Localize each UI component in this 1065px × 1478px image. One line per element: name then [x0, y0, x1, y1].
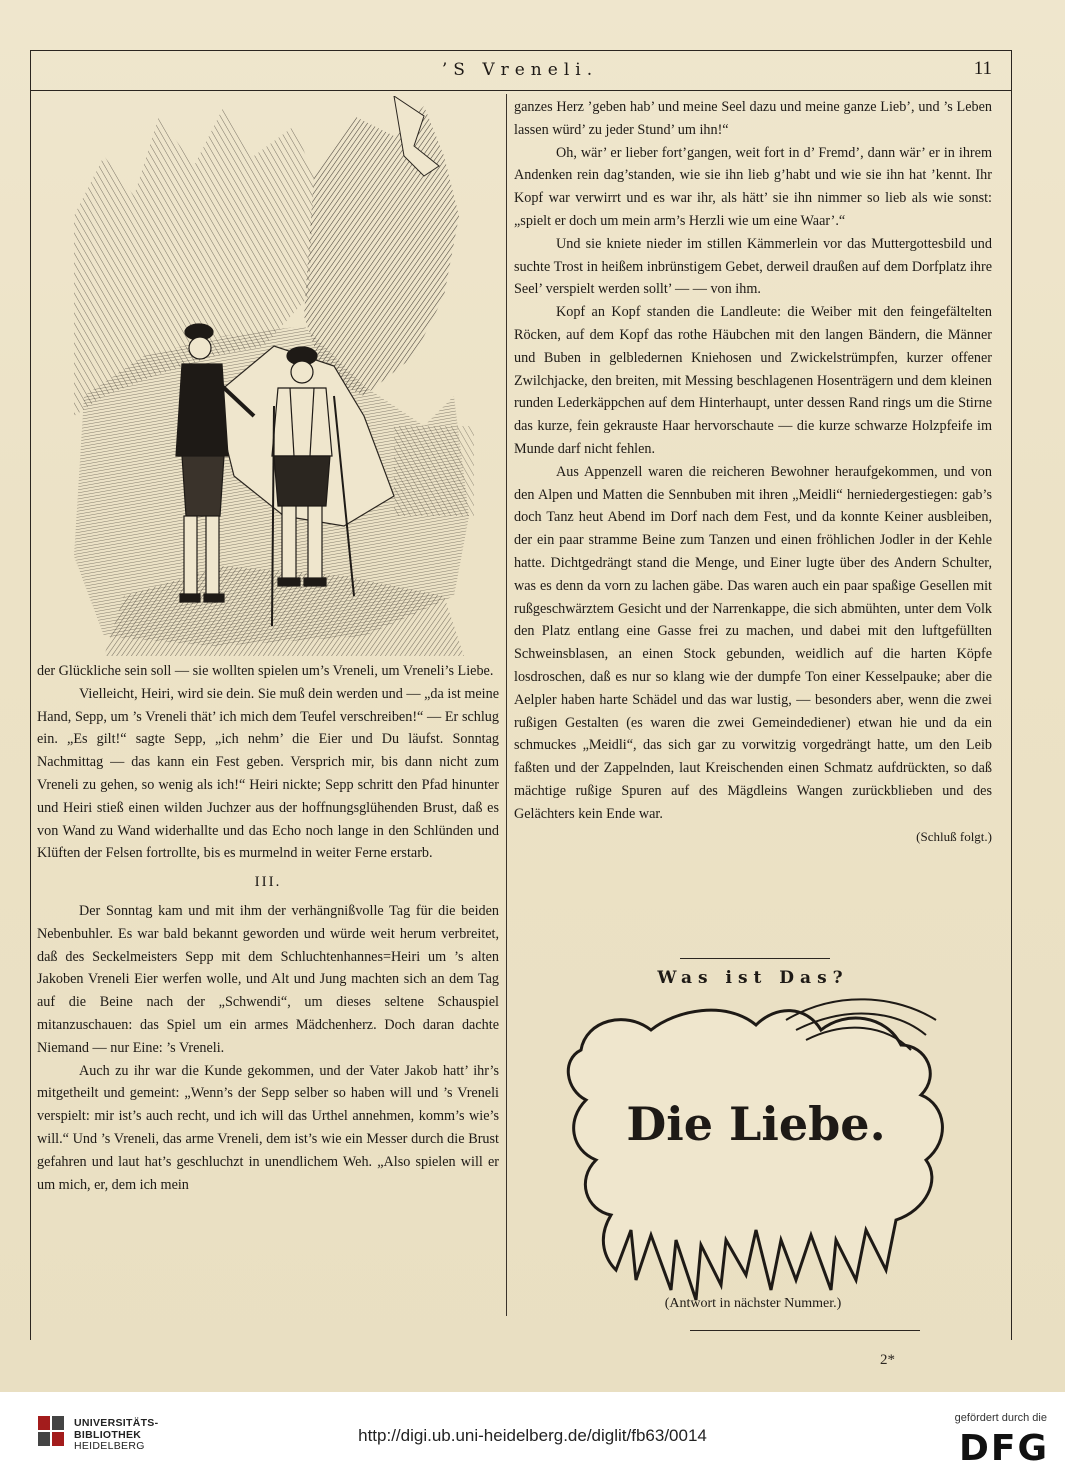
right-paragraph: Und sie kniete nieder im stillen Kämmerlein vor das Muttergottesbild und suchte Trost in heißem inbrünstigem Gebet, derweil draußen auf dem Dorfplatz ihre Seel’ verspielt werden sollt’ — — von ihm.	[514, 235, 992, 298]
frame-left-line	[30, 50, 31, 1340]
frame-top-line	[30, 50, 1012, 51]
right-paragraph: Aus Appenzell waren die reicheren Bewohner heraufgekommen, und von den Alpen und Matten die Sennbuben mit ihren „Meidli“ herniedergestiegen: gab’s doch Tanz heut Abend im Dorf nach dem Fest, und da konnte Keiner ausbleiben, der ein paar stramme Beine zum Tanzen und einen fröhlichen Jodler in der Kehle hatte. Dichtgedrängt stand die Menge, und Einer lugte über des Andern Schulter, was es denn da vorn zu lachen gäbe. Das waren auch ein paar spaßige Gesellen mit rußgeschwärztem Gesicht und der Narrenkappe, die sich abmühten, unter dem Volk den Platz entlang eine Gasse frei zu machen, und dabei mit den luftgefüllten Schweinsblasen, an einen Stock gebunden, weidlich auf die harten Köpfe losdroschen, daß es nur so klang wie der dumpfe Ton einer Kesselpauke; aber die Aelpler haben harte Schädel und das war lustig, — besonders aber, wenn die zwei rußigen Gestalten (es waren die zwei Gemeindediener) etwan hie und da ein schmuckes „Meidli“, das sich gar zu vorwitzig vorgedrängt hatte, um den Leib faßten und der Zappelnden, laut Kreischenden einen Schmatz aufdrückten, so daß mächtige rußige Spuren auf des Mägdleins Wangen zurückblieben und des Gelächters kein Ende war.	[514, 463, 992, 822]
left-paragraph: Vielleicht, Heiri, wird sie dein. Sie muß dein werden und — „da ist meine Hand, Sepp, um ’s Vreneli thät’ ich mich dem Teufel verschreiben!“ — Er schlug ein. „Es gilt!“ sagte Sepp, „ich nehm’ die Eier und Du läufst. Sonntag Nachmittag — das kann ein Fest geben. Versprich mir, bis dann nicht zum Vreneli zu gehen, so wenig als ich!“ Heiri nickte; Sepp schritt den Pfad hinunter und Heiri stieß einen wilden Juchzer aus der hoffnungsglühenden Brust, daß es von Wand zu Wand widerhallte und das Echo noch lange in den Schlünden und Klüften der Felsen fortrollte, bis es murmelnd in weiter Ferne erstarb.	[37, 685, 499, 862]
frame-header-rule	[30, 90, 1012, 91]
library-line-3: HEIDELBERG	[74, 1440, 145, 1452]
continuation-note: (Schluß folgt.)	[916, 828, 992, 844]
library-line-1: UNIVERSITÄTS-	[74, 1417, 159, 1429]
riddle-heart-ornament	[556, 990, 956, 1310]
signature-mark: 2*	[880, 1352, 895, 1368]
page-title: ’S Vreneli.	[441, 60, 599, 80]
riddle-answer: Die Liebe.	[626, 1097, 886, 1151]
funding-note: gefördert durch die	[954, 1412, 1047, 1424]
riddle-caption: (Antwort in nächster Nummer.)	[664, 1296, 842, 1311]
right-column	[514, 96, 992, 848]
frame-right-line	[1011, 50, 1012, 1340]
right-paragraph: Kopf an Kopf standen die Landleute: die Weiber mit den feingefältelten Röcken, auf dem Kopf das rothe Häubchen mit den langen Bändern, die Männer und Buben in gelbledernen Kniehosen und Zwickelstrümpfen, kurzer offener Zwilchjacke, den breiten, mit Messing beschlagenen Hosenträgern und dem kleinen runden Lederkäppchen auf dem Hinterhaupt, unter dessen Rand rings um die Stirne das kurze, fein gekrauste Haar hervorschaute — die kurze schwarze Holzpfeife im Munde darf nicht fehlen.	[514, 304, 992, 457]
riddle-rule	[680, 958, 830, 959]
digitization-footer	[0, 1392, 1065, 1478]
engraving-illustration	[64, 96, 484, 656]
page-header	[30, 58, 1010, 88]
permalink-url[interactable]: http://digi.ub.uni-heidelberg.de/diglit/fb63/0014	[358, 1426, 707, 1445]
left-paragraph: der Glückliche sein soll — sie wollten spielen um’s Vreneli, um Vreneli’s Liebe.	[37, 663, 494, 679]
left-paragraph: Auch zu ihr war die Kunde gekommen, und der Vater Jakob hatt’ ihr’s mitgetheilt und gemeint: „Wenn’s der Sepp selber so haben will und ’s Vreneli verspielt: mir ist’s auch recht, und ich will das Urthel annehmen, komm’s wie’s will.“ Und ’s Vreneli, das arme Vreneli, dem ist’s wie ein Messer durch die Brust gefahren und laut hat’s geschluchzt in unendlichem Weh. „Also spielen will er um mich, er, dem ich mein	[37, 1062, 499, 1193]
left-column	[37, 660, 499, 1196]
library-line-2: BIBLIOTHEK	[74, 1428, 142, 1441]
right-paragraph: Oh, wär’ er lieber fort’gangen, weit fort in d’ Fremd’, dann wär’ er in ihrem Andenken rein dag’standen, wie sie ihn lieb g’habt und wie sie ihn hat ’kennt. Ihr Kopf war verwirrt und es war ihr, als hätt’ sie ihn nimmer so lieb als wie sonst: „spielt er doch um mein arm’s Herzli wie um eine Waar’.“	[514, 144, 992, 229]
section-number: III.	[254, 874, 282, 891]
column-divider	[506, 94, 507, 1316]
page-number: 11	[973, 58, 992, 79]
riddle-title: Was ist Das?	[657, 968, 849, 988]
right-paragraph: ganzes Herz ’geben hab’ und meine Seel dazu und meine ganze Lieb’, und ’s Leben lassen würd’ zu jeder Stund’ um ihn!“	[514, 99, 992, 138]
bottom-rule	[690, 1330, 920, 1331]
left-paragraph: Der Sonntag kam und mit ihm der verhängnißvolle Tag für die beiden Nebenbuhler. Es war bald bekannt geworden und würde weit herum verbreitet, daß des Seckelmeisters Sepp mit dem Schluchtenhannes=Heiri um ’s alten Jakoben Vreneli Eier werfen wolle, und Alt und Jung machten sich an dem Tag auf die Beine nach der „Schwendi“, um dieses seltene Schauspiel mitanzuschauen: das Spiel um ein armes Mädchenherz. Doch daran dachte Niemand — nur Eine: ’s Vreneli.	[37, 902, 499, 1056]
dfg-logo: DFG	[958, 1428, 1049, 1469]
